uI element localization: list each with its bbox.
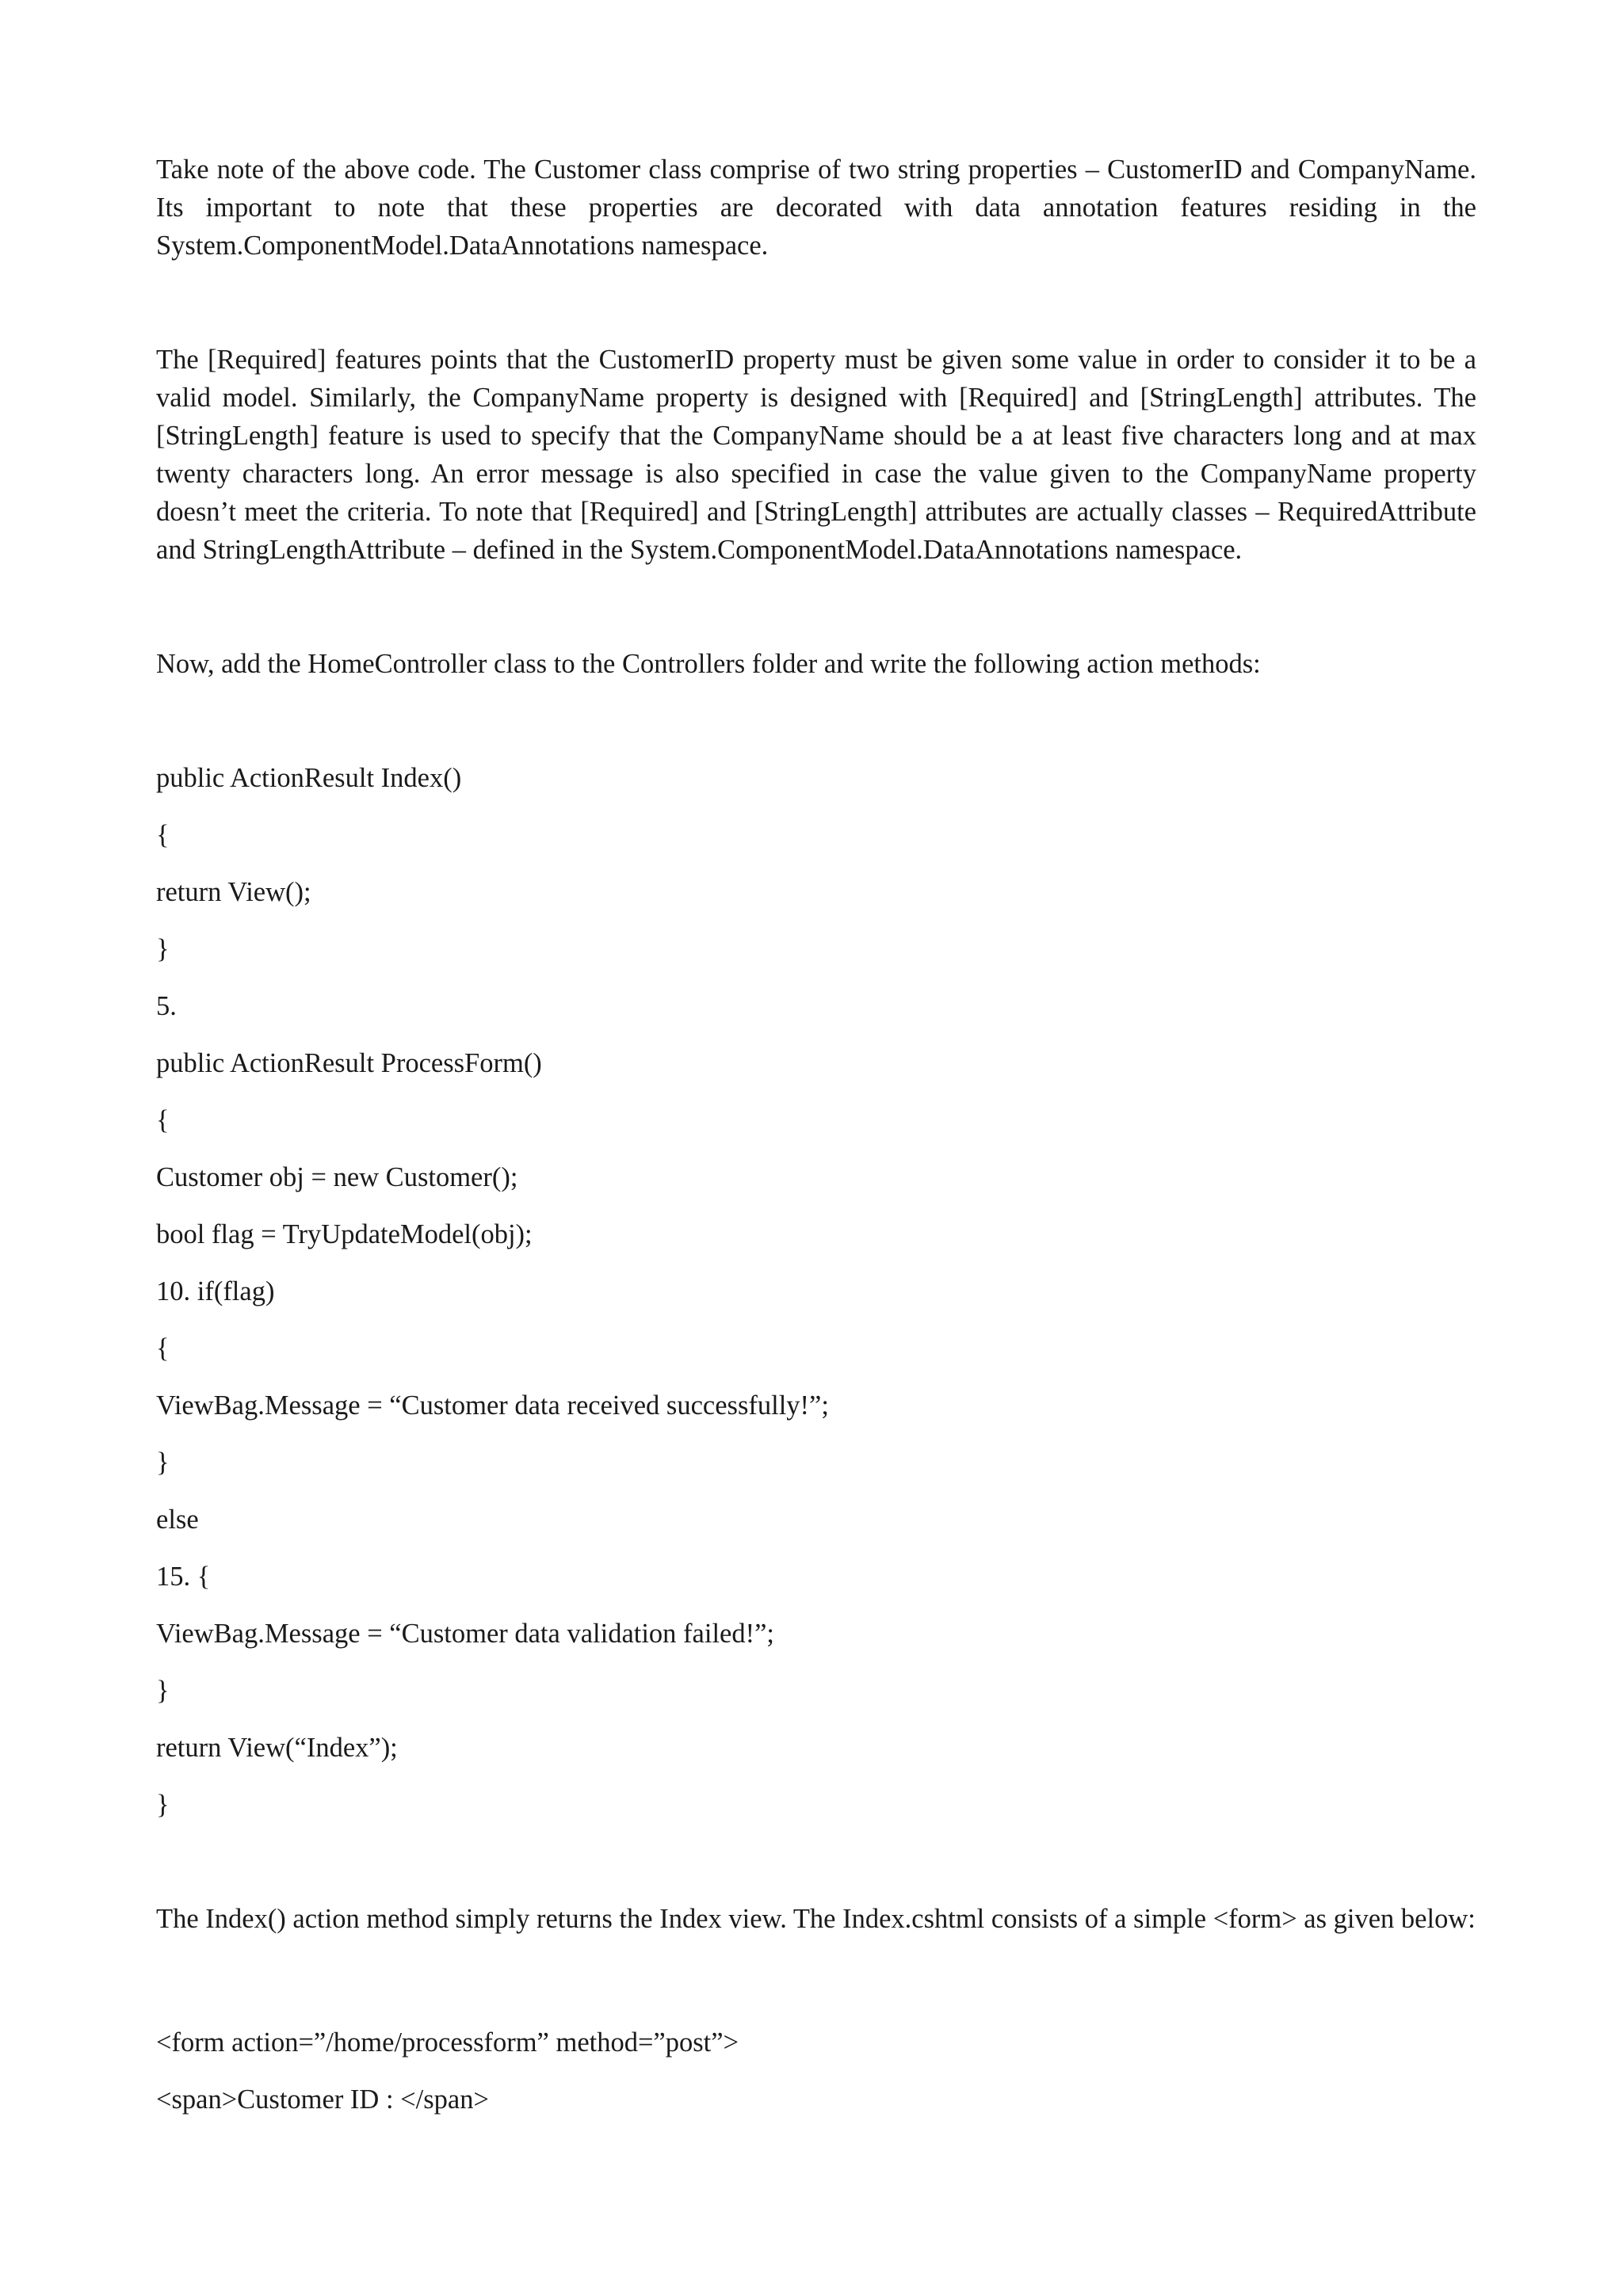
code-line: <form action=”/home/processform” method=”post”> [156, 2027, 739, 2058]
code-line: else [156, 1505, 199, 1535]
code-block-form [156, 2014, 1476, 2128]
code-line: ViewBag.Message = “Customer data received successfully!”; [156, 1390, 829, 1421]
code-line: } [156, 1447, 170, 1478]
code-line: public ActionResult Index() [156, 763, 462, 793]
code-line: public ActionResult ProcessForm() [156, 1048, 542, 1078]
code-block-action-methods [156, 749, 1476, 1833]
paragraph-required-stringlength: The [Required] features points that the CustomerID property must be given some value in order to consider it to be a valid model. Similarly, the CompanyName property is designed with [Required] and [StringLength] attributes. The [StringLength] feature is used to specify that the CompanyName should be a at least five characters long and at max twenty characters long. An error message is also specified in case the value given to the CompanyName property doesn’t meet the criteria. To note that [Required] and [StringLength] attributes are actually classes – RequiredAttribute and StringLengthAttribute – defined in the System.ComponentModel.DataAnnotations namespace. [156, 345, 1476, 565]
code-line: { [156, 1105, 170, 1135]
paragraph-customer-class-intro: Take note of the above code. The Customer class comprise of two string properties – CustomerID and CompanyName. Its important to note that these properties are decorated with data annotation features residing in the System.ComponentModel.DataAnnotations namespace. [156, 154, 1476, 261]
code-line: bool flag = TryUpdateModel(obj); [156, 1219, 533, 1249]
paragraph-index-view: The Index() action method simply returns the Index view. The Index.cshtml consists of a simple <form> as given below: [156, 1904, 1476, 1934]
paragraph-add-homecontroller: Now, add the HomeController class to the Controllers folder and write the following action methods: [156, 649, 1261, 679]
document-page [156, 151, 1476, 2128]
code-line: } [156, 934, 170, 964]
code-line: ViewBag.Message = “Customer data validation failed!”; [156, 1619, 774, 1649]
code-line: } [156, 1676, 170, 1706]
code-line: 15. { [156, 1562, 211, 1592]
code-line: return View(); [156, 877, 311, 907]
code-line: 5. [156, 991, 177, 1021]
code-line: return View(“Index”); [156, 1733, 398, 1763]
code-line: { [156, 1333, 170, 1363]
code-line: { [156, 820, 170, 850]
code-line: 10. if(flag) [156, 1276, 275, 1306]
code-line: } [156, 1790, 170, 1820]
code-line: <span>Customer ID : </span> [156, 2084, 489, 2115]
code-line: Customer obj = new Customer(); [156, 1162, 518, 1192]
